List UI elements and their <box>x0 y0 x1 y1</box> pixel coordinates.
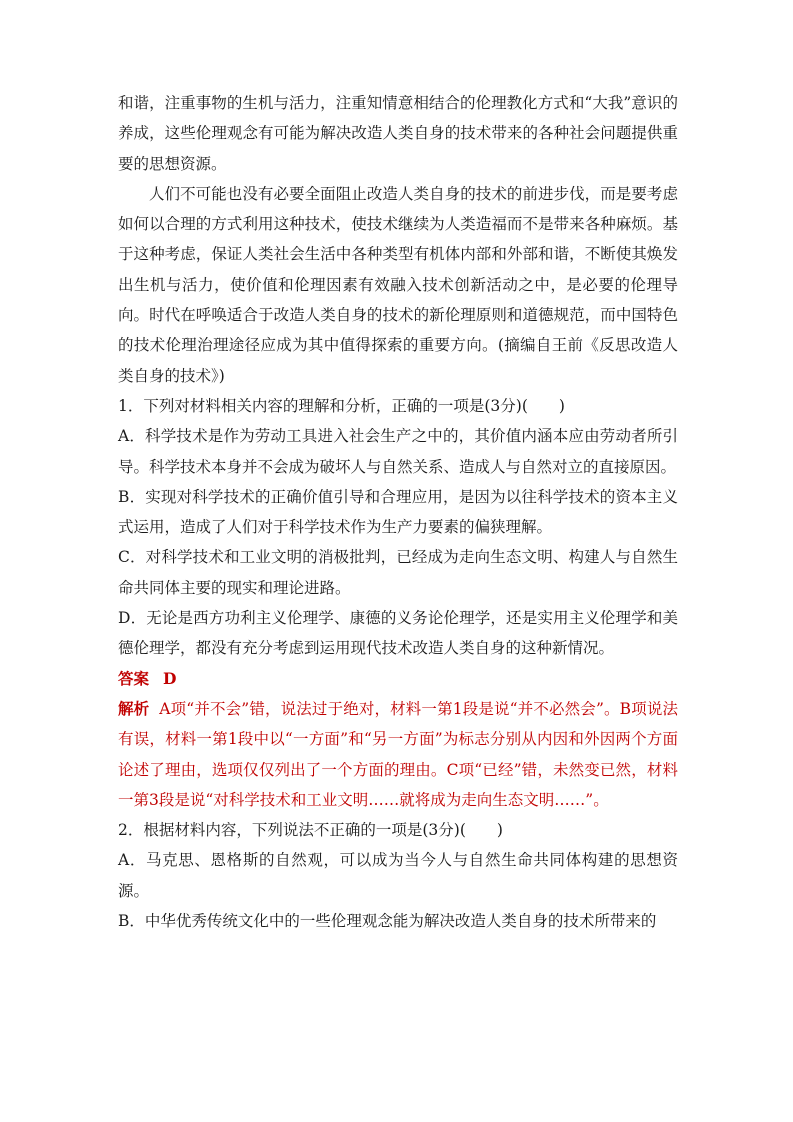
question-1-option-a: A．科学技术是作为劳动工具进入社会生产之中的，其价值内涵本应由劳动者所引导。科学技术本身并不会成为破坏人与自然关系、造成人与自然对立的直接原因。 <box>118 427 678 476</box>
question-1-option-c: C．对科学技术和工业文明的消极批判，已经成为走向生态文明、构建人与自然生命共同体主要的现实和理论进路。 <box>118 548 678 597</box>
analysis-label: 解析 <box>118 698 150 718</box>
analysis-text: A项“并不会”错，说法过于绝对，材料一第1段是说“并不必然会”。B项说法有误，材料一第1段中以“一方面”和“另一方面”为标志分别从内因和外因两个方面论述了理由，选项仅仅列出了一个方面的理由。C项“已经”错，未然变已然，材料一第3段是说“对科学技术和工业文明……就将成为走向生态文明……”。 <box>118 699 678 809</box>
question-2-option-b: B．中华优秀传统文化中的一些伦理观念能为解决改造人类自身的技术所带来的 <box>118 912 657 931</box>
passage-paragraph-1: 和谐，注重事物的生机与活力，注重知情意相结合的伦理教化方式和“大我”意识的养成，这些伦理观念有可能为解决改造人类自身的技术带来的各种社会问题提供重要的思想资源。 <box>118 94 678 173</box>
document-content <box>118 88 678 936</box>
question-1-analysis <box>118 694 678 815</box>
passage-paragraph-2: 人们不可能也没有必要全面阻止改造人类自身的技术的前进步伐，而是要考虑如何以合理的方式利用这种技术，使技术继续为人类造福而不是带来各种麻烦。基于这种考虑，保证人类社会生活中各种类型有机体内部和外部和谐，不断使其焕发出生机与活力，使价值和伦理因素有效融入技术创新活动之中，是必要的伦理导向。时代在呼唤适合于改造人类自身的技术的新伦理原则和道德规范，而中国特色的技术伦理治理途径应成为其中值得探索的重要方向。(摘编自王前《反思改造人类自身的技术》) <box>118 184 678 385</box>
question-1-stem: 1．下列对材料相关内容的理解和分析，正确的一项是(3分)( ) <box>118 396 565 415</box>
question-2-option-a: A．马克思、恩格斯的自然观，可以成为当今人与自然生命共同体构建的思想资源。 <box>118 851 678 900</box>
question-2-stem: 2．根据材料内容，下列说法不正确的一项是(3分)( ) <box>118 821 503 840</box>
question-1-option-d: D．无论是西方功利主义伦理学、康德的义务论伦理学，还是实用主义伦理学和美德伦理学，都没有充分考虑到运用现代技术改造人类自身的这种新情况。 <box>118 609 678 658</box>
answer-label: 答案 <box>118 668 150 688</box>
question-1-answer <box>118 664 678 694</box>
question-1-option-b: B．实现对科学技术的正确价值引导和合理应用，是因为以往科学技术的资本主义式运用，造成了人们对于科学技术作为生产力要素的偏狭理解。 <box>118 487 678 537</box>
answer-value: D <box>163 668 177 688</box>
